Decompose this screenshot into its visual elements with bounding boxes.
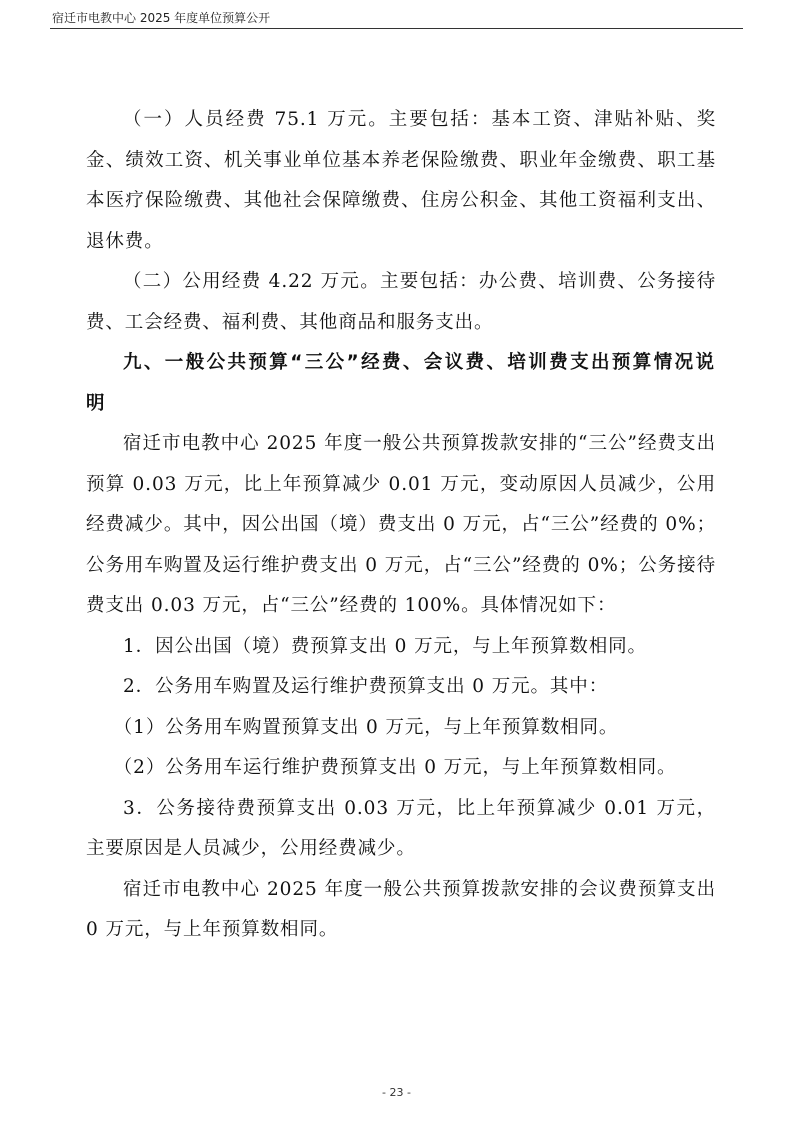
list-item-reception: 3．公务接待费预算支出 0.03 万元，比上年预算减少 0.01 万元，主要原因是人员减少，公用经费减少。 (86, 797, 716, 859)
paragraph-meeting-expenses: 宿迁市电教中心 2025 年度一般公共预算拨款安排的会议费预算支出 0 万元，与上年预算数相同。 (86, 878, 716, 940)
list-item-official-vehicles: 2．公务用车购置及运行维护费预算支出 0 万元。其中： (123, 676, 609, 697)
paragraph-personnel-expenses: （一）人员经费 75.1 万元。主要包括：基本工资、津贴补贴、奖金、绩效工资、机关事业单位基本养老保险缴费、职业年金缴费、职工基本医疗保险缴费、其他社会保障缴费、住房公积金、其他工资福利支出、退休费。 (86, 109, 716, 252)
sub-item-vehicle-maintenance: （2）公务用车运行维护费预算支出 0 万元，与上年预算数相同。 (113, 757, 677, 778)
document-body (86, 100, 716, 951)
section-heading-three-public: 九、一般公共预算“三公”经费、会议费、培训费支出预算情况说明 (86, 352, 716, 414)
sub-item-vehicle-purchase: （1）公务用车购置预算支出 0 万元，与上年预算数相同。 (113, 716, 619, 738)
running-header: 宿迁市电教中心 2025 年度单位预算公开 (52, 11, 271, 25)
paragraph-three-public-summary: 宿迁市电教中心 2025 年度一般公共预算拨款安排的“三公”经费支出预算 0.03 万元，比上年预算减少 0.01 万元，变动原因人员减少，公用经费减少。其中，因公出国（境）费支出 0 万元，占“三公”经费的 0%；公务用车购置及运行维护费支出 0 万元，占“三公”经费的 0%；公务接待费支出 0.03 万元，占“三公”经费的 100%。具体情况如下： (86, 433, 716, 616)
page-number: - 23 - (382, 1086, 411, 1099)
paragraph-public-expenses: （二）公用经费 4.22 万元。主要包括：办公费、培训费、公务接待费、工会经费、福利费、其他商品和服务支出。 (86, 271, 716, 333)
header-divider (50, 28, 743, 29)
list-item-overseas-travel: 1．因公出国（境）费预算支出 0 万元，与上年预算数相同。 (123, 635, 647, 657)
